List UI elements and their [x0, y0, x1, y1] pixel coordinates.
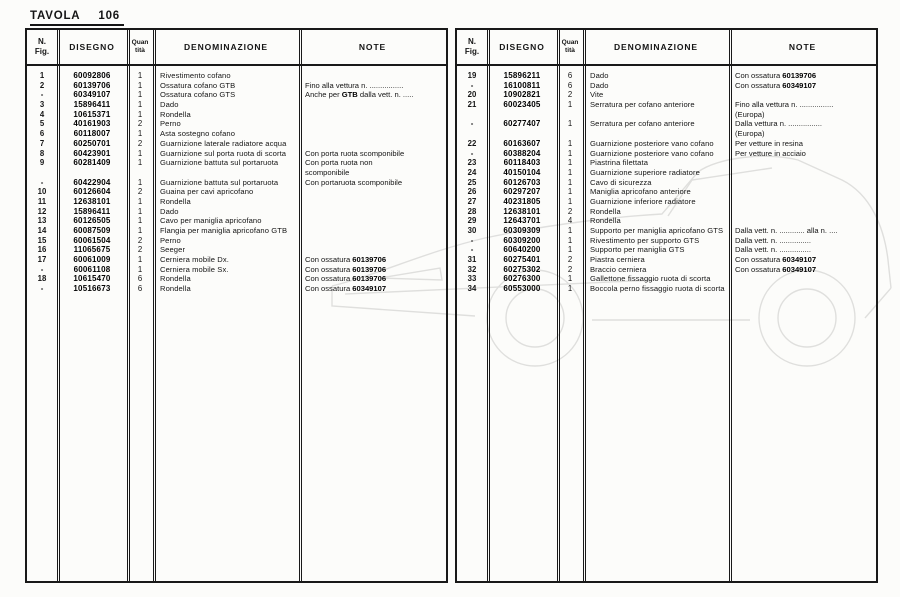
parts-table-right — [455, 28, 878, 583]
table-row — [27, 255, 446, 265]
fig-number: 1 — [39, 71, 45, 80]
part-number — [487, 110, 557, 120]
table-header — [27, 30, 446, 66]
denomination: Guarnizione inferiore radiatore — [590, 196, 696, 206]
table-row — [27, 119, 446, 129]
note: (Europa) — [735, 109, 765, 119]
note: Per vetture in acciaio — [735, 148, 806, 158]
denomination: Guarnizione superiore radiatore — [590, 167, 700, 177]
part-number: 40150104 — [503, 167, 541, 177]
table-row — [457, 139, 876, 149]
fig-number: 16 — [37, 245, 47, 255]
fig-number: 18 — [37, 274, 47, 284]
table-row — [27, 71, 446, 81]
note — [299, 226, 446, 236]
part-number: 60023405 — [503, 100, 541, 110]
denomination — [583, 110, 729, 120]
note — [729, 178, 876, 188]
part-number — [57, 168, 127, 178]
quantity: 6 — [567, 80, 573, 90]
fig-number: 22 — [467, 138, 477, 148]
denomination: Ossatura cofano GTS — [160, 90, 236, 100]
fig-number: 21 — [467, 100, 477, 110]
part-number: 60118403 — [503, 158, 541, 168]
table-row — [27, 265, 446, 275]
quantity: 1 — [567, 158, 573, 168]
note — [299, 129, 446, 139]
fig-number: 15 — [37, 235, 47, 245]
note: Fino alla vettura n. ................ — [305, 80, 404, 90]
denomination: Vite — [590, 90, 604, 100]
denomination: Piastra cerniera — [590, 255, 645, 265]
denomination: Guarnizione posteriore vano cofano — [590, 138, 714, 148]
part-number: 60087509 — [73, 226, 111, 235]
table-row — [27, 245, 446, 255]
note — [729, 274, 876, 284]
part-number: 12638101 — [73, 196, 111, 206]
quantity: 1 — [137, 206, 143, 216]
quantity: 1 — [137, 109, 143, 119]
table-row — [27, 207, 446, 217]
fig-number: 6 — [39, 129, 45, 139]
note — [729, 90, 876, 100]
part-number: 10615470 — [73, 274, 111, 284]
part-number: 40231805 — [503, 196, 541, 206]
part-number: 60250701 — [73, 138, 111, 148]
part-number: 60422904 — [73, 177, 111, 187]
part-number: 60388204 — [503, 148, 541, 158]
fig-number — [27, 168, 57, 178]
fig-number — [457, 110, 487, 120]
denomination: Ossatura cofano GTB — [160, 80, 236, 90]
column-header-note: NOTE — [358, 41, 387, 52]
table-row — [27, 139, 446, 149]
denomination: Serratura per cofano anteriore — [590, 100, 695, 110]
part-number: 11065675 — [73, 245, 111, 255]
quantity: 1 — [567, 196, 573, 206]
denomination: Flangia per maniglia apricofano GTB — [160, 226, 288, 235]
part-number: 60349107 — [73, 90, 111, 100]
denomination: Maniglia apricofano anteriore — [590, 187, 691, 197]
table-row — [27, 178, 446, 188]
note: Con ossatura 60139706 — [305, 255, 387, 265]
table-row — [27, 216, 446, 226]
denomination: Boccola perno fissaggio ruota di scorta — [590, 284, 725, 294]
quantity: 1 — [567, 148, 573, 158]
quantity: 1 — [567, 138, 573, 148]
fig-number: 12 — [37, 206, 47, 216]
note: Con ossatura 60139706 — [735, 71, 817, 80]
table-row — [457, 168, 876, 178]
note: Con ossatura 60349107 — [735, 80, 817, 90]
table-row — [27, 284, 446, 294]
denomination: Guaina per cavi apricofano — [160, 187, 254, 197]
table-row — [457, 274, 876, 284]
table-row — [457, 71, 876, 81]
denomination: Seeger — [160, 245, 186, 255]
denomination: Serratura per cofano anteriore — [590, 119, 695, 129]
quantity: 6 — [137, 274, 143, 284]
quantity: 6 — [137, 284, 143, 294]
note — [729, 158, 876, 168]
fig-number: 14 — [37, 226, 47, 235]
part-number: 10615371 — [73, 109, 111, 119]
denomination: Supporto per maniglia apricofano GTS — [590, 226, 724, 235]
denomination: Cavo di sicurezza — [590, 177, 652, 187]
part-number: 10516673 — [73, 284, 111, 294]
quantity: 1 — [567, 119, 573, 129]
part-number: 60118007 — [73, 129, 111, 139]
part-number: 60297207 — [503, 187, 541, 197]
quantity: 1 — [567, 274, 573, 284]
page-title — [30, 10, 124, 26]
column-header-note: NOTE — [788, 41, 817, 52]
table-row — [27, 226, 446, 236]
quantity — [557, 110, 583, 120]
table-row — [27, 81, 446, 91]
table-row — [27, 274, 446, 284]
quantity: 1 — [567, 177, 573, 187]
quantity: 2 — [137, 187, 143, 197]
column-header-fig: N. Fig. — [464, 37, 480, 56]
note: Dalla vett. n. ............... — [735, 235, 811, 245]
quantity: 2 — [567, 90, 573, 100]
denomination: Cerniera mobile Sx. — [160, 264, 229, 274]
table-row — [27, 197, 446, 207]
table-body — [457, 66, 876, 294]
note — [729, 197, 876, 207]
quantity: 1 — [137, 71, 143, 80]
quantity: 1 — [567, 100, 573, 110]
quantity — [127, 168, 153, 178]
quantity: 1 — [137, 216, 143, 226]
denomination: Guarnizione laterale radiatore acqua — [160, 138, 287, 148]
fig-number: 9 — [39, 158, 45, 168]
denomination — [583, 129, 729, 139]
denomination: Dado — [160, 100, 179, 110]
note: Dalla vettura n. ................ — [735, 119, 822, 129]
table-row — [457, 158, 876, 168]
table-row — [457, 226, 876, 236]
fig-number: 26 — [467, 187, 477, 197]
part-number: 60092806 — [73, 71, 111, 80]
parts-table-left — [25, 28, 448, 583]
note — [299, 100, 446, 110]
part-number: 60275401 — [503, 255, 541, 265]
note: Con ossatura 60139706 — [305, 264, 387, 274]
part-number: 60139706 — [73, 80, 111, 90]
note — [299, 187, 446, 197]
note: Dalla vett. n. ............ alla n. .... — [735, 226, 838, 235]
quantity: 4 — [567, 216, 573, 226]
note — [729, 284, 876, 294]
part-number: 60126505 — [73, 216, 111, 226]
denomination: Rondella — [160, 284, 191, 294]
table-row — [27, 100, 446, 110]
fig-number: 29 — [467, 216, 477, 226]
part-number: 60061108 — [73, 264, 111, 274]
quantity: 2 — [137, 138, 143, 148]
part-number: 15896411 — [73, 206, 111, 216]
fig-number: 17 — [37, 255, 47, 265]
table-header — [457, 30, 876, 66]
denomination: Piastrina filettata — [590, 158, 649, 168]
denomination: Guarnizione sul porta ruota di scorta — [160, 148, 287, 158]
table-row — [457, 255, 876, 265]
part-number: 60423901 — [73, 148, 111, 158]
denomination: Dado — [160, 206, 179, 216]
fig-number: 23 — [467, 158, 477, 168]
fig-number: - — [470, 245, 474, 255]
fig-number: 8 — [39, 148, 45, 158]
note: (Europa) — [735, 129, 765, 139]
table-row — [457, 90, 876, 100]
part-number: 60061009 — [73, 255, 111, 265]
quantity: 1 — [137, 255, 143, 265]
fig-number: - — [470, 148, 474, 158]
quantity: 1 — [137, 226, 143, 235]
note — [729, 168, 876, 178]
table-row — [27, 236, 446, 246]
fig-number: 10 — [37, 187, 47, 197]
denomination: Rivestimento per supporto GTS — [590, 235, 700, 245]
table-row — [457, 129, 876, 139]
part-number: 40161903 — [73, 119, 111, 129]
note — [299, 207, 446, 217]
part-number: 16100811 — [503, 80, 541, 90]
quantity: 2 — [137, 245, 143, 255]
note: Anche per GTB dalla vett. n. ..... — [305, 90, 414, 100]
quantity: 1 — [567, 167, 573, 177]
quantity: 1 — [137, 158, 143, 168]
fig-number: 34 — [467, 284, 477, 294]
table-row — [27, 158, 446, 168]
denomination: Braccio cerniera — [590, 264, 647, 274]
fig-number: 11 — [37, 196, 47, 206]
table-row — [457, 100, 876, 110]
denomination: Guarnizione battuta sul portaruota — [160, 177, 279, 187]
fig-number: 24 — [467, 167, 477, 177]
fig-number: 28 — [467, 206, 477, 216]
note — [729, 187, 876, 197]
part-number: 60309309 — [503, 226, 541, 235]
column-header-quantita: Quan tità — [561, 39, 579, 54]
denomination: Dado — [590, 80, 609, 90]
table-body — [27, 66, 446, 294]
quantity: 1 — [567, 245, 573, 255]
note — [729, 216, 876, 226]
denomination: Rondella — [160, 109, 191, 119]
denomination — [153, 168, 299, 178]
denomination: Rondella — [590, 216, 621, 226]
quantity: 1 — [137, 100, 143, 110]
quantity: 1 — [137, 80, 143, 90]
note — [299, 236, 446, 246]
note: Con ossatura 60349107 — [735, 255, 817, 265]
note: Fino alla vettura n. ................ — [735, 100, 834, 110]
table-row — [457, 216, 876, 226]
fig-number: 19 — [467, 71, 477, 80]
note: Per vetture in resina — [735, 138, 803, 148]
column-header-disegno: DISEGNO — [69, 41, 115, 52]
note — [299, 245, 446, 255]
part-number: 60126703 — [503, 177, 541, 187]
fig-number: 13 — [37, 216, 47, 226]
denomination: Dado — [590, 71, 609, 80]
note: Con porta ruota scomponibile — [305, 148, 405, 158]
table-row — [457, 245, 876, 255]
part-number: 60061504 — [73, 235, 111, 245]
table-row — [457, 284, 876, 294]
note: Con ossatura 60349107 — [305, 284, 387, 294]
denomination: Rondella — [160, 274, 191, 284]
denomination: Asta sostegno cofano — [160, 129, 236, 139]
note: Con ossatura 60139706 — [305, 274, 387, 284]
table-row — [457, 207, 876, 217]
quantity: 1 — [137, 196, 143, 206]
part-number: 60277407 — [503, 119, 541, 129]
fig-number: 31 — [467, 255, 477, 265]
table-row — [457, 265, 876, 275]
quantity: 1 — [137, 129, 143, 139]
denomination: Supporto per maniglia GTS — [590, 245, 685, 255]
part-number: 60281409 — [73, 158, 111, 168]
column-header-quantita: Quan tità — [131, 39, 149, 54]
denomination: Guarnizione battuta sul portaruota — [160, 158, 279, 168]
table-row — [27, 168, 446, 178]
fig-number: 4 — [39, 109, 45, 119]
fig-number: 25 — [467, 177, 477, 187]
table-row — [457, 197, 876, 207]
note — [299, 71, 446, 81]
denomination: Rivestimento cofano — [160, 71, 231, 80]
table-row — [27, 187, 446, 197]
table-row — [27, 149, 446, 159]
part-number: 60275302 — [503, 264, 541, 274]
note: Con portaruota scomponibile — [305, 177, 403, 187]
quantity: 1 — [567, 284, 573, 294]
part-number: 12643701 — [503, 216, 541, 226]
quantity: 1 — [137, 264, 143, 274]
page-number: 106 — [98, 10, 120, 22]
quantity: 6 — [567, 71, 573, 80]
denomination: Perno — [160, 235, 181, 245]
fig-number — [457, 129, 487, 139]
table-row — [457, 187, 876, 197]
quantity — [557, 129, 583, 139]
quantity: 1 — [567, 187, 573, 197]
denomination: Rondella — [160, 196, 191, 206]
part-number: 60126604 — [73, 187, 111, 197]
part-number: 15896211 — [503, 71, 541, 80]
quantity: 1 — [567, 226, 573, 235]
fig-number: 7 — [39, 138, 45, 148]
fig-number: 33 — [467, 274, 477, 284]
note: Con ossatura 60349107 — [735, 264, 817, 274]
table-row — [457, 110, 876, 120]
fig-number: - — [470, 235, 474, 245]
denomination: Cavo per maniglia apricofano — [160, 216, 262, 226]
part-number: 60276300 — [503, 274, 541, 284]
denomination: Guarnizione posteriore vano cofano — [590, 148, 714, 158]
part-number: 60640200 — [503, 245, 541, 255]
part-number: 60163607 — [503, 138, 541, 148]
part-number: 60553000 — [503, 284, 541, 294]
table-row — [457, 178, 876, 188]
note — [299, 216, 446, 226]
fig-number: 20 — [467, 90, 477, 100]
fig-number: 2 — [39, 80, 45, 90]
note — [299, 119, 446, 129]
note — [299, 110, 446, 120]
part-number: 15896411 — [73, 100, 111, 110]
quantity: 1 — [137, 177, 143, 187]
fig-number: 27 — [467, 196, 477, 206]
fig-number: 30 — [467, 226, 477, 235]
part-number — [487, 129, 557, 139]
fig-number: 32 — [467, 264, 477, 274]
denomination: Perno — [160, 119, 181, 129]
quantity: 2 — [137, 235, 143, 245]
table-row — [457, 119, 876, 129]
note — [729, 207, 876, 217]
table-row — [457, 149, 876, 159]
column-header-denominazione: DENOMINAZIONE — [184, 41, 268, 52]
part-number: 60309200 — [503, 235, 541, 245]
part-number: 10902821 — [503, 90, 541, 100]
column-header-fig: N. Fig. — [34, 37, 50, 56]
part-number: 12638101 — [503, 206, 541, 216]
fig-number: 5 — [39, 119, 45, 129]
note: Con porta ruota non — [305, 158, 373, 168]
note — [299, 197, 446, 207]
denomination: Rondella — [590, 206, 621, 216]
fig-number: - — [470, 80, 474, 90]
quantity: 2 — [137, 119, 143, 129]
quantity: 1 — [137, 90, 143, 100]
column-header-disegno: DISEGNO — [499, 41, 545, 52]
table-row — [27, 90, 446, 100]
note: scomponibile — [305, 167, 350, 177]
quantity: 2 — [567, 206, 573, 216]
column-header-denominazione: DENOMINAZIONE — [614, 41, 698, 52]
fig-number: - — [40, 284, 44, 294]
quantity: 1 — [137, 148, 143, 158]
fig-number: - — [40, 177, 44, 187]
fig-number: - — [40, 90, 44, 100]
table-row — [457, 236, 876, 246]
denomination: Cerniera mobile Dx. — [160, 255, 230, 265]
fig-number: 3 — [39, 100, 45, 110]
table-row — [27, 110, 446, 120]
note: Dalla vett. n. ............... — [735, 245, 811, 255]
fig-number: - — [470, 119, 474, 129]
fig-number: - — [40, 264, 44, 274]
denomination: Gallettone fissaggio ruota di scorta — [590, 274, 711, 284]
quantity: 1 — [567, 235, 573, 245]
page-title-label: TAVOLA — [30, 10, 81, 22]
quantity: 2 — [567, 255, 573, 265]
table-row — [27, 129, 446, 139]
table-row — [457, 81, 876, 91]
quantity: 2 — [567, 264, 573, 274]
note — [299, 139, 446, 149]
